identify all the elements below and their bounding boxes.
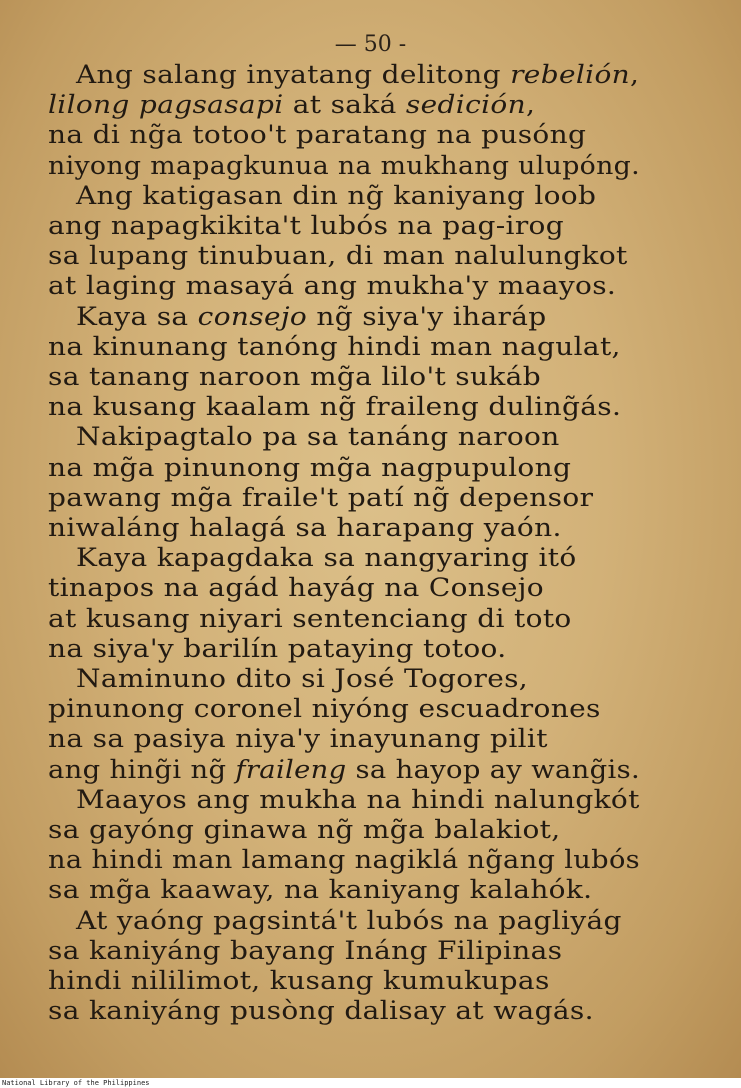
- verse-text: na kinunang tanóng hindi man nagulat,: [48, 331, 621, 361]
- verse-text: tinapos na agád hayág na Consejo: [48, 573, 544, 603]
- italic-word: rebelión: [510, 60, 631, 89]
- stanza-first-line: [76, 664, 528, 693]
- verse-line: [48, 120, 586, 149]
- verse-line: [48, 936, 562, 965]
- stanza-first-line: [76, 181, 596, 210]
- verse-text: ,: [630, 60, 640, 89]
- verse-text: sa lupang tinubuan, di man nalulungkot: [48, 241, 628, 271]
- verse-line: [48, 332, 621, 361]
- verse-text: sa gayóng ginawa ng̃ mg̃a balakiot,: [48, 815, 561, 844]
- verse-text: sa hayop ay wang̃is.: [346, 754, 640, 784]
- verse-line: [48, 151, 640, 180]
- verse-text: niyong mapagkunua na mukhang ulupóng.: [48, 150, 640, 180]
- stanza-first-line: [76, 422, 560, 451]
- verse-line: [48, 634, 506, 663]
- verse-text: na sa pasiya niya'y inayunang pilit: [48, 724, 548, 754]
- verse-text: pawang mg̃a fraile't patí ng̃ depensor: [48, 482, 594, 512]
- verse-text: sa kaniyáng bayang Ináng Filipinas: [48, 935, 563, 965]
- stanza-first-line: [76, 906, 622, 935]
- verse-line: [48, 604, 572, 633]
- verse-text: pinunong coronel niyóng escuadrones: [48, 694, 601, 724]
- italic-word: sedición: [405, 90, 526, 120]
- verse-line: [48, 271, 616, 300]
- verse-text: sa tanang naroon mg̃a lilo't sukáb: [48, 362, 541, 391]
- verse-text: At yaóng pagsintá't lubós na pagliyág: [76, 905, 622, 935]
- verse-line: [48, 845, 640, 874]
- stanza-first-line: [76, 785, 640, 814]
- verse-line: [48, 966, 550, 995]
- italic-word: lilong pagsasapi: [48, 90, 284, 120]
- italic-word: consejo: [197, 301, 308, 331]
- verse-text: niwaláng halagá sa harapang yaón.: [48, 513, 562, 542]
- verse-text: ng̃ siya'y iharáp: [307, 301, 547, 331]
- verse-line: [48, 392, 621, 421]
- verse-text: sa mg̃a kaaway, na kaniyang kalahók.: [48, 875, 593, 905]
- stanza-first-line: [76, 543, 577, 572]
- verse-text: na mg̃a pinunong mg̃a nagpupulong: [48, 452, 572, 482]
- verse-text: ,: [525, 90, 536, 120]
- verse-line: [48, 573, 544, 602]
- verse-line: [48, 453, 571, 482]
- verse-line: [48, 755, 640, 784]
- verse-text: Naminuno dito si José Togores,: [76, 664, 529, 693]
- verse-text: Ang katigasan din ng̃ kaniyang loob: [76, 180, 597, 210]
- verse-text: hindi nililimot, kusang kumukupas: [48, 966, 550, 995]
- verse-line: [48, 724, 548, 753]
- verse-text: ang hing̃i ng̃: [48, 754, 236, 784]
- stanza-first-line: [76, 302, 547, 331]
- verse-line: [48, 483, 593, 512]
- stanza-first-line: [76, 60, 639, 89]
- verse-line: [48, 815, 561, 844]
- verse-line: [48, 513, 562, 542]
- verse-text: ang napagkikita't lubós na pag-irog: [48, 211, 565, 240]
- verse-text: na hindi man lamang nagiklá ng̃ang lubós: [48, 845, 640, 875]
- library-footer: National Library of the Philippines: [2, 1079, 150, 1087]
- verse-text: Maayos ang mukha na hindi nalungkót: [76, 784, 640, 814]
- verse-text: na di ng̃a totoo't paratang na pusóng: [48, 120, 587, 150]
- verse-text: at saká: [283, 90, 406, 120]
- verse-text: Kaya kapagdaka sa nangyaring itó: [76, 543, 577, 573]
- verse-line: [48, 996, 594, 1025]
- verse-text: Kaya sa: [76, 301, 198, 331]
- verse-text: at laging masayá ang mukha'y maayos.: [48, 271, 617, 301]
- italic-word: fraileng: [235, 754, 347, 784]
- page-number: — 50 -: [334, 32, 407, 57]
- verse-text: na kusang kaalam ng̃ fraileng duling̃ás.: [48, 392, 622, 422]
- verse-line: [48, 241, 628, 270]
- verse-line: [48, 875, 592, 904]
- verse-line: [48, 694, 601, 723]
- verse-text: sa kaniyáng pusòng dalisay at wagás.: [48, 996, 594, 1026]
- verse-text: Nakipagtalo pa sa tanáng naroon: [76, 422, 560, 452]
- verse-line: [48, 211, 564, 240]
- verse-text: Ang salang inyatang delitong: [76, 60, 511, 89]
- verse-line: [48, 90, 535, 119]
- verse-text: na siya'y barilín pataying totoo.: [48, 633, 507, 663]
- verse-line: [48, 362, 541, 391]
- verse-text: at kusang niyari sentenciang di toto: [48, 603, 572, 633]
